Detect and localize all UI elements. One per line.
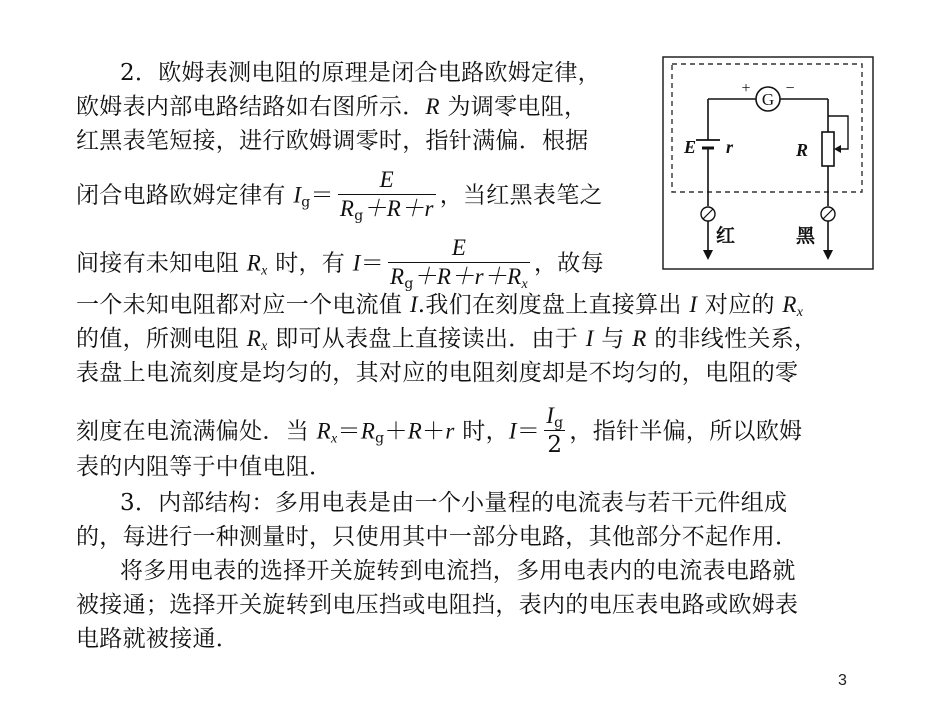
para2-line2: 欧姆表内部电路结路如右图所示．R 为调零电阻， (76, 94, 588, 120)
black-probe-arrow (823, 250, 833, 260)
para3-line1: 3．内部结构：多用电表是由一个小量程的电流表与若干元件组成 (120, 490, 788, 516)
battery-internal-r-label: r (726, 137, 734, 157)
fraction-half: $\frac{I_g}{2}$ (546, 403, 564, 458)
resistor-label: R (795, 140, 808, 160)
red-probe-arrow (703, 250, 713, 260)
battery-emf-label: E (684, 137, 697, 157)
para2-line8: 表盘上电流刻度是均匀的，其对应的电阻刻度却是不均匀的，电阻的零 (76, 360, 799, 386)
para2-line3: 红黑表笔短接，进行欧姆调零时，指针满偏．根据 (76, 128, 589, 154)
para2-line7: 的值，所测电阻 $R_x$ 即可从表盘上直接读出．由于 I 与 R 的非线性关系， (76, 326, 818, 354)
para3-line2: 的，每进行一种测量时，只使用其中一部分电路，其他部分不起作用． (76, 524, 799, 550)
galvanometer-plus: + (741, 80, 751, 97)
para3-line4: 被接通；选择开关旋转到电压挡或电阻挡，表内的电压表电路或欧姆表 (76, 592, 799, 618)
para2-line10: 表的内阻等于中值电阻． (76, 454, 333, 480)
red-probe-label: 红 (716, 226, 736, 247)
ohmmeter-circuit-diagram (662, 56, 874, 270)
fraction-ig: $\frac{E}{R_g+R+r}$ (339, 167, 434, 224)
galvanometer-label: G (761, 90, 775, 109)
para3-line3: 将多用电表的选择开关旋转到电流挡，多用电表内的电流表电路就 (120, 558, 796, 584)
para3-line5: 电路就被接通． (76, 626, 240, 652)
variable-resistor (822, 132, 834, 166)
page-number: 3 (838, 672, 847, 689)
para2-line9: 刻度在电流满偏处．当 $R_x=R_g+R+r$ 时，I＝ $\frac{I_g}{2}$ ，指针半偏，所以欧姆 (76, 403, 803, 458)
black-probe-label: 黑 (796, 226, 816, 247)
meter-boundary-dashed (672, 64, 862, 192)
para2-line4: 闭合电路欧姆定律有 $I_g=$ $\frac{E}{R_g+R+r}$ ，当红黑表笔之 (76, 167, 603, 224)
para2-line5: 间接有未知电阻 $R_x$ 时，有 I＝ $\frac{E}{R_g+R+r+R_x}$ ，故每 (76, 235, 604, 292)
para2-line1: 2．欧姆表测电阻的原理是闭合电路欧姆定律， (120, 60, 601, 86)
para2-line6: 一个未知电阻都对应一个电流值 I.我们在刻度盘上直接算出 I 对应的 $R_x$ (76, 292, 804, 320)
fraction-i: $\frac{E}{R_g+R+r+R_x}$ (390, 235, 528, 292)
galvanometer-minus: − (785, 80, 795, 97)
resistor-slider-arrowhead (834, 145, 841, 153)
